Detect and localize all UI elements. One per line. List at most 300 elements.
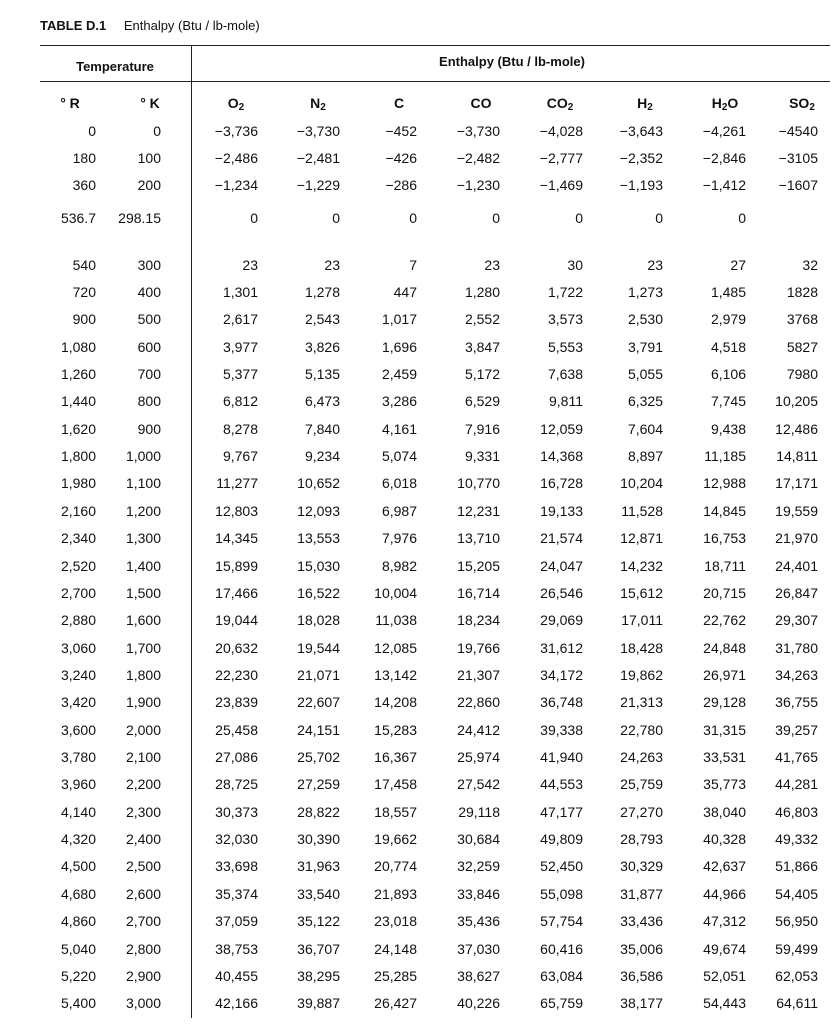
cell-enthalpy: 35,006 bbox=[620, 941, 663, 957]
cell-rankine: 536.7 bbox=[60, 210, 96, 226]
cell-enthalpy: −3,736 bbox=[214, 123, 258, 139]
cell-enthalpy: −1,193 bbox=[619, 177, 663, 193]
cell-enthalpy: 44,281 bbox=[775, 776, 818, 792]
cell-rankine: 3,060 bbox=[60, 640, 96, 656]
cell-enthalpy: 26,847 bbox=[775, 585, 818, 601]
cell-enthalpy: 16,728 bbox=[540, 475, 583, 491]
temperature-group-header: Temperature bbox=[76, 59, 154, 74]
cell-enthalpy: 17,171 bbox=[775, 475, 818, 491]
cell-enthalpy: 13,710 bbox=[457, 530, 500, 546]
cell-enthalpy: 6,987 bbox=[381, 503, 417, 519]
cell-enthalpy: 26,971 bbox=[703, 667, 746, 683]
cell-enthalpy: 40,455 bbox=[215, 968, 258, 984]
cell-enthalpy: 0 bbox=[575, 210, 583, 226]
cell-enthalpy: 5,553 bbox=[547, 339, 583, 355]
cell-enthalpy: 22,607 bbox=[297, 694, 340, 710]
cell-kelvin: 1,900 bbox=[125, 694, 161, 710]
cell-enthalpy: 31,315 bbox=[703, 722, 746, 738]
header-rule bbox=[40, 81, 830, 82]
cell-enthalpy: 1,273 bbox=[627, 284, 663, 300]
col-header-rankine: ° R bbox=[60, 95, 80, 111]
cell-enthalpy: 26,546 bbox=[540, 585, 583, 601]
cell-enthalpy: 33,436 bbox=[620, 913, 663, 929]
cell-enthalpy: 21,307 bbox=[457, 667, 500, 683]
cell-kelvin: 1,200 bbox=[125, 503, 161, 519]
cell-enthalpy: 0 bbox=[409, 210, 417, 226]
cell-enthalpy: 16,714 bbox=[457, 585, 500, 601]
species-formula: SO bbox=[789, 95, 810, 111]
species-subscript: 2 bbox=[567, 102, 574, 113]
cell-kelvin: 2,400 bbox=[125, 831, 161, 847]
cell-enthalpy: 65,759 bbox=[540, 995, 583, 1011]
cell-enthalpy: 0 bbox=[250, 210, 258, 226]
cell-enthalpy: 14,208 bbox=[374, 694, 417, 710]
cell-enthalpy: 46,803 bbox=[775, 804, 818, 820]
cell-enthalpy: 36,586 bbox=[620, 968, 663, 984]
cell-enthalpy: 31,877 bbox=[620, 886, 663, 902]
cell-enthalpy: 28,725 bbox=[215, 776, 258, 792]
cell-enthalpy: 27,542 bbox=[457, 776, 500, 792]
cell-enthalpy: 52,051 bbox=[703, 968, 746, 984]
cell-enthalpy: 49,809 bbox=[540, 831, 583, 847]
cell-rankine: 2,520 bbox=[60, 558, 96, 574]
cell-enthalpy: 2,979 bbox=[710, 311, 746, 327]
cell-enthalpy: 6,325 bbox=[627, 393, 663, 409]
cell-enthalpy: 24,148 bbox=[374, 941, 417, 957]
cell-enthalpy: 5,377 bbox=[222, 366, 258, 382]
cell-kelvin: 2,800 bbox=[125, 941, 161, 957]
cell-enthalpy: 30 bbox=[567, 257, 583, 273]
cell-enthalpy: 7980 bbox=[786, 366, 818, 382]
cell-enthalpy: 10,204 bbox=[620, 475, 663, 491]
cell-kelvin: 1,100 bbox=[125, 475, 161, 491]
cell-rankine: 2,340 bbox=[60, 530, 96, 546]
cell-kelvin: 500 bbox=[137, 311, 161, 327]
species-formula: CO bbox=[546, 95, 568, 111]
cell-enthalpy: −3,730 bbox=[296, 123, 340, 139]
cell-enthalpy: 3,286 bbox=[381, 393, 417, 409]
cell-enthalpy: 2,459 bbox=[381, 366, 417, 382]
cell-kelvin: 100 bbox=[137, 150, 161, 166]
species-subscript: 2 bbox=[647, 102, 653, 113]
cell-enthalpy: 15,205 bbox=[457, 558, 500, 574]
cell-enthalpy: 3,977 bbox=[222, 339, 258, 355]
cell-enthalpy: 33,531 bbox=[703, 749, 746, 765]
cell-enthalpy: 1,485 bbox=[710, 284, 746, 300]
cell-enthalpy: 15,899 bbox=[215, 558, 258, 574]
cell-kelvin: 800 bbox=[137, 393, 161, 409]
cell-enthalpy: 3768 bbox=[786, 311, 818, 327]
cell-enthalpy: 33,698 bbox=[215, 858, 258, 874]
cell-enthalpy: 19,559 bbox=[775, 503, 818, 519]
cell-enthalpy: 39,887 bbox=[297, 995, 340, 1011]
cell-enthalpy: 42,166 bbox=[215, 995, 258, 1011]
cell-enthalpy: 36,707 bbox=[297, 941, 340, 957]
species-formula: CO bbox=[470, 95, 492, 111]
cell-enthalpy: 18,428 bbox=[620, 640, 663, 656]
cell-rankine: 5,220 bbox=[60, 968, 96, 984]
cell-rankine: 1,260 bbox=[60, 366, 96, 382]
cell-enthalpy: 1828 bbox=[786, 284, 818, 300]
cell-enthalpy: 30,390 bbox=[297, 831, 340, 847]
cell-enthalpy: 5827 bbox=[786, 339, 818, 355]
cell-kelvin: 1,300 bbox=[125, 530, 161, 546]
cell-enthalpy: −2,481 bbox=[296, 150, 340, 166]
cell-kelvin: 700 bbox=[137, 366, 161, 382]
cell-enthalpy: 1,696 bbox=[381, 339, 417, 355]
cell-enthalpy: 0 bbox=[655, 210, 663, 226]
cell-enthalpy: 9,811 bbox=[549, 393, 583, 409]
cell-rankine: 4,500 bbox=[60, 858, 96, 874]
cell-enthalpy: 32 bbox=[802, 257, 818, 273]
cell-enthalpy: 44,553 bbox=[540, 776, 583, 792]
col-header-species bbox=[525, 92, 595, 114]
cell-enthalpy: −426 bbox=[385, 150, 417, 166]
cell-enthalpy: 13,142 bbox=[374, 667, 417, 683]
cell-enthalpy: 0 bbox=[738, 210, 746, 226]
cell-enthalpy: −1,234 bbox=[214, 177, 258, 193]
cell-kelvin: 1,600 bbox=[125, 612, 161, 628]
cell-rankine: 1,440 bbox=[60, 393, 96, 409]
cell-enthalpy: 40,226 bbox=[457, 995, 500, 1011]
cell-enthalpy: 55,098 bbox=[540, 886, 583, 902]
cell-enthalpy: 12,871 bbox=[620, 530, 663, 546]
cell-enthalpy: 6,018 bbox=[381, 475, 417, 491]
cell-enthalpy: 19,044 bbox=[215, 612, 258, 628]
cell-enthalpy: 23,018 bbox=[374, 913, 417, 929]
cell-enthalpy: 2,552 bbox=[464, 311, 500, 327]
cell-enthalpy: 3,847 bbox=[464, 339, 500, 355]
cell-enthalpy: 15,283 bbox=[374, 722, 417, 738]
cell-enthalpy: 32,259 bbox=[457, 858, 500, 874]
cell-enthalpy: 23,839 bbox=[215, 694, 258, 710]
cell-enthalpy: 31,612 bbox=[540, 640, 583, 656]
cell-enthalpy: −2,777 bbox=[539, 150, 583, 166]
cell-enthalpy: −4,028 bbox=[539, 123, 583, 139]
cell-enthalpy: −2,846 bbox=[702, 150, 746, 166]
cell-enthalpy: 7,916 bbox=[464, 421, 500, 437]
cell-kelvin: 2,200 bbox=[125, 776, 161, 792]
cell-enthalpy: 11,038 bbox=[375, 612, 417, 628]
cell-enthalpy: 60,416 bbox=[540, 941, 583, 957]
cell-rankine: 5,400 bbox=[60, 995, 96, 1011]
cell-enthalpy: 38,040 bbox=[703, 804, 746, 820]
cell-enthalpy: −452 bbox=[385, 123, 417, 139]
cell-enthalpy: 6,106 bbox=[710, 366, 746, 382]
cell-enthalpy: 63,084 bbox=[540, 968, 583, 984]
cell-rankine: 360 bbox=[72, 177, 96, 193]
cell-kelvin: 0 bbox=[153, 123, 161, 139]
cell-enthalpy: 33,846 bbox=[457, 886, 500, 902]
cell-enthalpy: 16,522 bbox=[297, 585, 340, 601]
cell-enthalpy: −1,230 bbox=[456, 177, 500, 193]
cell-rankine: 720 bbox=[72, 284, 96, 300]
cell-enthalpy: 12,486 bbox=[775, 421, 818, 437]
cell-rankine: 4,140 bbox=[60, 804, 96, 820]
cell-enthalpy: 19,133 bbox=[540, 503, 583, 519]
cell-enthalpy: 18,234 bbox=[457, 612, 500, 628]
cell-enthalpy: −3105 bbox=[778, 150, 818, 166]
cell-enthalpy: 22,230 bbox=[215, 667, 258, 683]
species-subscript: 2 bbox=[320, 102, 326, 113]
cell-enthalpy: 2,617 bbox=[222, 311, 258, 327]
cell-enthalpy: 10,652 bbox=[297, 475, 340, 491]
cell-enthalpy: 9,767 bbox=[222, 448, 258, 464]
cell-enthalpy: 19,862 bbox=[620, 667, 663, 683]
cell-kelvin: 1,700 bbox=[125, 640, 161, 656]
cell-enthalpy: 1,722 bbox=[547, 284, 583, 300]
col-header-species bbox=[283, 92, 353, 114]
cell-enthalpy: 25,458 bbox=[215, 722, 258, 738]
cell-enthalpy: 24,401 bbox=[775, 558, 818, 574]
cell-enthalpy: −2,486 bbox=[214, 150, 258, 166]
cell-enthalpy: 18,557 bbox=[374, 804, 417, 820]
cell-enthalpy: 24,151 bbox=[297, 722, 340, 738]
cell-enthalpy: 19,766 bbox=[457, 640, 500, 656]
cell-enthalpy: 35,122 bbox=[297, 913, 340, 929]
cell-enthalpy: 39,257 bbox=[775, 722, 818, 738]
cell-enthalpy: 1,017 bbox=[381, 311, 417, 327]
cell-enthalpy: 20,774 bbox=[374, 858, 417, 874]
col-header-species bbox=[446, 92, 516, 114]
cell-rankine: 180 bbox=[72, 150, 96, 166]
cell-enthalpy: 29,128 bbox=[703, 694, 746, 710]
cell-enthalpy: −4,261 bbox=[702, 123, 746, 139]
cell-enthalpy: 29,069 bbox=[540, 612, 583, 628]
cell-enthalpy: 16,753 bbox=[703, 530, 746, 546]
cell-enthalpy: 14,811 bbox=[776, 448, 818, 464]
cell-enthalpy: 7,840 bbox=[304, 421, 340, 437]
cell-enthalpy: 4,161 bbox=[381, 421, 417, 437]
species-formula: H bbox=[711, 95, 722, 111]
cell-enthalpy: 28,822 bbox=[297, 804, 340, 820]
cell-enthalpy: 23 bbox=[324, 257, 340, 273]
cell-enthalpy: 20,632 bbox=[215, 640, 258, 656]
cell-enthalpy: 38,295 bbox=[297, 968, 340, 984]
cell-enthalpy: −2,352 bbox=[619, 150, 663, 166]
cell-enthalpy: 30,329 bbox=[620, 858, 663, 874]
cell-enthalpy: 31,780 bbox=[775, 640, 818, 656]
cell-kelvin: 2,900 bbox=[125, 968, 161, 984]
cell-enthalpy: 22,860 bbox=[457, 694, 500, 710]
cell-enthalpy: −3,730 bbox=[456, 123, 500, 139]
cell-enthalpy: 3,791 bbox=[627, 339, 663, 355]
cell-kelvin: 900 bbox=[137, 421, 161, 437]
cell-enthalpy: 15,612 bbox=[620, 585, 663, 601]
cell-enthalpy: 31,963 bbox=[297, 858, 340, 874]
cell-enthalpy: 21,071 bbox=[297, 667, 340, 683]
table-number: TABLE D.1 bbox=[40, 18, 107, 33]
cell-enthalpy: 8,897 bbox=[627, 448, 663, 464]
cell-enthalpy: 9,234 bbox=[304, 448, 340, 464]
cell-enthalpy: −1,469 bbox=[539, 177, 583, 193]
cell-enthalpy: 57,754 bbox=[540, 913, 583, 929]
cell-kelvin: 2,500 bbox=[125, 858, 161, 874]
cell-enthalpy: 30,373 bbox=[215, 804, 258, 820]
cell-rankine: 3,600 bbox=[60, 722, 96, 738]
cell-enthalpy: −286 bbox=[385, 177, 417, 193]
cell-enthalpy bbox=[748, 207, 818, 229]
cell-enthalpy: 2,543 bbox=[304, 311, 340, 327]
cell-enthalpy: 27,270 bbox=[620, 804, 663, 820]
cell-enthalpy: −1607 bbox=[778, 177, 818, 193]
cell-enthalpy: 18,711 bbox=[704, 558, 746, 574]
cell-enthalpy: 38,177 bbox=[620, 995, 663, 1011]
cell-enthalpy: 24,848 bbox=[703, 640, 746, 656]
cell-enthalpy: 29,118 bbox=[458, 804, 500, 820]
cell-enthalpy: 56,950 bbox=[775, 913, 818, 929]
cell-rankine: 4,860 bbox=[60, 913, 96, 929]
cell-enthalpy: 5,135 bbox=[304, 366, 340, 382]
cell-enthalpy: 5,074 bbox=[381, 448, 417, 464]
cell-enthalpy: 26,427 bbox=[374, 995, 417, 1011]
cell-enthalpy: 8,982 bbox=[381, 558, 417, 574]
cell-kelvin: 400 bbox=[137, 284, 161, 300]
cell-rankine: 2,700 bbox=[60, 585, 96, 601]
cell-enthalpy: 19,662 bbox=[374, 831, 417, 847]
cell-kelvin: 1,000 bbox=[125, 448, 161, 464]
cell-enthalpy: 21,574 bbox=[540, 530, 583, 546]
cell-rankine: 3,960 bbox=[60, 776, 96, 792]
cell-enthalpy: 27,259 bbox=[297, 776, 340, 792]
table-caption bbox=[40, 18, 260, 33]
cell-enthalpy: 54,405 bbox=[775, 886, 818, 902]
cell-enthalpy: 25,702 bbox=[297, 749, 340, 765]
cell-enthalpy: 44,966 bbox=[703, 886, 746, 902]
cell-enthalpy: 11,528 bbox=[621, 503, 663, 519]
cell-enthalpy: 4,518 bbox=[710, 339, 746, 355]
cell-enthalpy: 7,745 bbox=[710, 393, 746, 409]
cell-enthalpy: 34,263 bbox=[775, 667, 818, 683]
cell-enthalpy: 5,172 bbox=[464, 366, 500, 382]
cell-kelvin: 200 bbox=[137, 177, 161, 193]
cell-enthalpy: 27 bbox=[730, 257, 746, 273]
cell-enthalpy: 39,338 bbox=[540, 722, 583, 738]
cell-enthalpy: 24,263 bbox=[620, 749, 663, 765]
cell-kelvin: 2,300 bbox=[125, 804, 161, 820]
cell-enthalpy: 37,059 bbox=[215, 913, 258, 929]
cell-enthalpy: 12,231 bbox=[457, 503, 500, 519]
cell-enthalpy: 21,893 bbox=[374, 886, 417, 902]
cell-enthalpy: 25,759 bbox=[620, 776, 663, 792]
cell-enthalpy: 62,053 bbox=[775, 968, 818, 984]
cell-enthalpy: 28,793 bbox=[620, 831, 663, 847]
cell-enthalpy: 14,845 bbox=[703, 503, 746, 519]
cell-enthalpy: 10,004 bbox=[374, 585, 417, 601]
cell-enthalpy: 35,773 bbox=[703, 776, 746, 792]
cell-kelvin: 300 bbox=[137, 257, 161, 273]
cell-enthalpy: 447 bbox=[393, 284, 417, 300]
cell-enthalpy: 7 bbox=[409, 257, 417, 273]
cell-enthalpy: 25,285 bbox=[374, 968, 417, 984]
cell-enthalpy: 29,307 bbox=[775, 612, 818, 628]
cell-rankine: 1,800 bbox=[60, 448, 96, 464]
cell-enthalpy: 6,473 bbox=[304, 393, 340, 409]
cell-enthalpy: 21,313 bbox=[620, 694, 663, 710]
cell-enthalpy: 49,674 bbox=[703, 941, 746, 957]
cell-enthalpy: 2,530 bbox=[627, 311, 663, 327]
cell-enthalpy: 18,028 bbox=[297, 612, 340, 628]
cell-enthalpy: 9,438 bbox=[710, 421, 746, 437]
cell-enthalpy: 23 bbox=[242, 257, 258, 273]
cell-enthalpy: 7,604 bbox=[627, 421, 663, 437]
cell-enthalpy: 3,826 bbox=[304, 339, 340, 355]
species-subscript: 2 bbox=[721, 102, 728, 113]
cell-enthalpy: 41,940 bbox=[540, 749, 583, 765]
cell-enthalpy: −1,412 bbox=[702, 177, 746, 193]
cell-enthalpy: 17,466 bbox=[215, 585, 258, 601]
cell-kelvin: 298.15 bbox=[118, 210, 161, 226]
cell-enthalpy: 38,627 bbox=[457, 968, 500, 984]
cell-enthalpy: −4540 bbox=[778, 123, 818, 139]
cell-enthalpy: 34,172 bbox=[540, 667, 583, 683]
cell-enthalpy: 27,086 bbox=[215, 749, 258, 765]
cell-rankine: 540 bbox=[72, 257, 96, 273]
cell-enthalpy: 52,450 bbox=[540, 858, 583, 874]
cell-enthalpy: 12,059 bbox=[540, 421, 583, 437]
cell-enthalpy: 64,611 bbox=[776, 995, 818, 1011]
cell-enthalpy: 24,047 bbox=[540, 558, 583, 574]
cell-enthalpy: 14,232 bbox=[620, 558, 663, 574]
cell-enthalpy: 38,753 bbox=[215, 941, 258, 957]
cell-enthalpy: 14,368 bbox=[540, 448, 583, 464]
cell-kelvin: 1,500 bbox=[125, 585, 161, 601]
cell-enthalpy: 41,765 bbox=[775, 749, 818, 765]
cell-enthalpy: 10,205 bbox=[775, 393, 818, 409]
cell-enthalpy: 12,988 bbox=[703, 475, 746, 491]
col-header-kelvin: ° K bbox=[140, 95, 160, 111]
cell-rankine: 5,040 bbox=[60, 941, 96, 957]
col-header-species bbox=[690, 92, 760, 114]
cell-kelvin: 3,000 bbox=[125, 995, 161, 1011]
cell-enthalpy: 23 bbox=[647, 257, 663, 273]
cell-enthalpy: 36,748 bbox=[540, 694, 583, 710]
species-formula-tail: O bbox=[727, 95, 739, 111]
cell-enthalpy: 30,684 bbox=[457, 831, 500, 847]
cell-enthalpy: 21,970 bbox=[775, 530, 818, 546]
cell-enthalpy: 0 bbox=[492, 210, 500, 226]
cell-enthalpy: 47,312 bbox=[703, 913, 746, 929]
cell-enthalpy: 35,374 bbox=[215, 886, 258, 902]
cell-enthalpy: 22,780 bbox=[620, 722, 663, 738]
top-rule bbox=[40, 45, 830, 46]
cell-enthalpy: 6,812 bbox=[222, 393, 258, 409]
cell-enthalpy: 20,715 bbox=[703, 585, 746, 601]
cell-enthalpy: 49,332 bbox=[775, 831, 818, 847]
cell-enthalpy: 3,573 bbox=[547, 311, 583, 327]
col-header-species bbox=[610, 92, 680, 114]
col-header-species bbox=[201, 92, 271, 114]
species-formula: N bbox=[310, 95, 321, 111]
cell-rankine: 3,420 bbox=[60, 694, 96, 710]
cell-enthalpy: 24,412 bbox=[457, 722, 500, 738]
col-header-species bbox=[767, 92, 837, 114]
cell-enthalpy: 6,529 bbox=[464, 393, 500, 409]
cell-kelvin: 2,000 bbox=[125, 722, 161, 738]
cell-rankine: 900 bbox=[72, 311, 96, 327]
species-formula: H bbox=[637, 95, 648, 111]
cell-enthalpy: 19,544 bbox=[297, 640, 340, 656]
cell-enthalpy: 8,278 bbox=[222, 421, 258, 437]
cell-kelvin: 2,100 bbox=[125, 749, 161, 765]
cell-rankine: 0 bbox=[88, 123, 96, 139]
cell-enthalpy: 1,301 bbox=[222, 284, 258, 300]
cell-enthalpy: 51,866 bbox=[775, 858, 818, 874]
cell-enthalpy: 12,085 bbox=[374, 640, 417, 656]
cell-enthalpy: 17,011 bbox=[621, 612, 663, 628]
cell-enthalpy: −2,482 bbox=[456, 150, 500, 166]
cell-enthalpy: 0 bbox=[332, 210, 340, 226]
